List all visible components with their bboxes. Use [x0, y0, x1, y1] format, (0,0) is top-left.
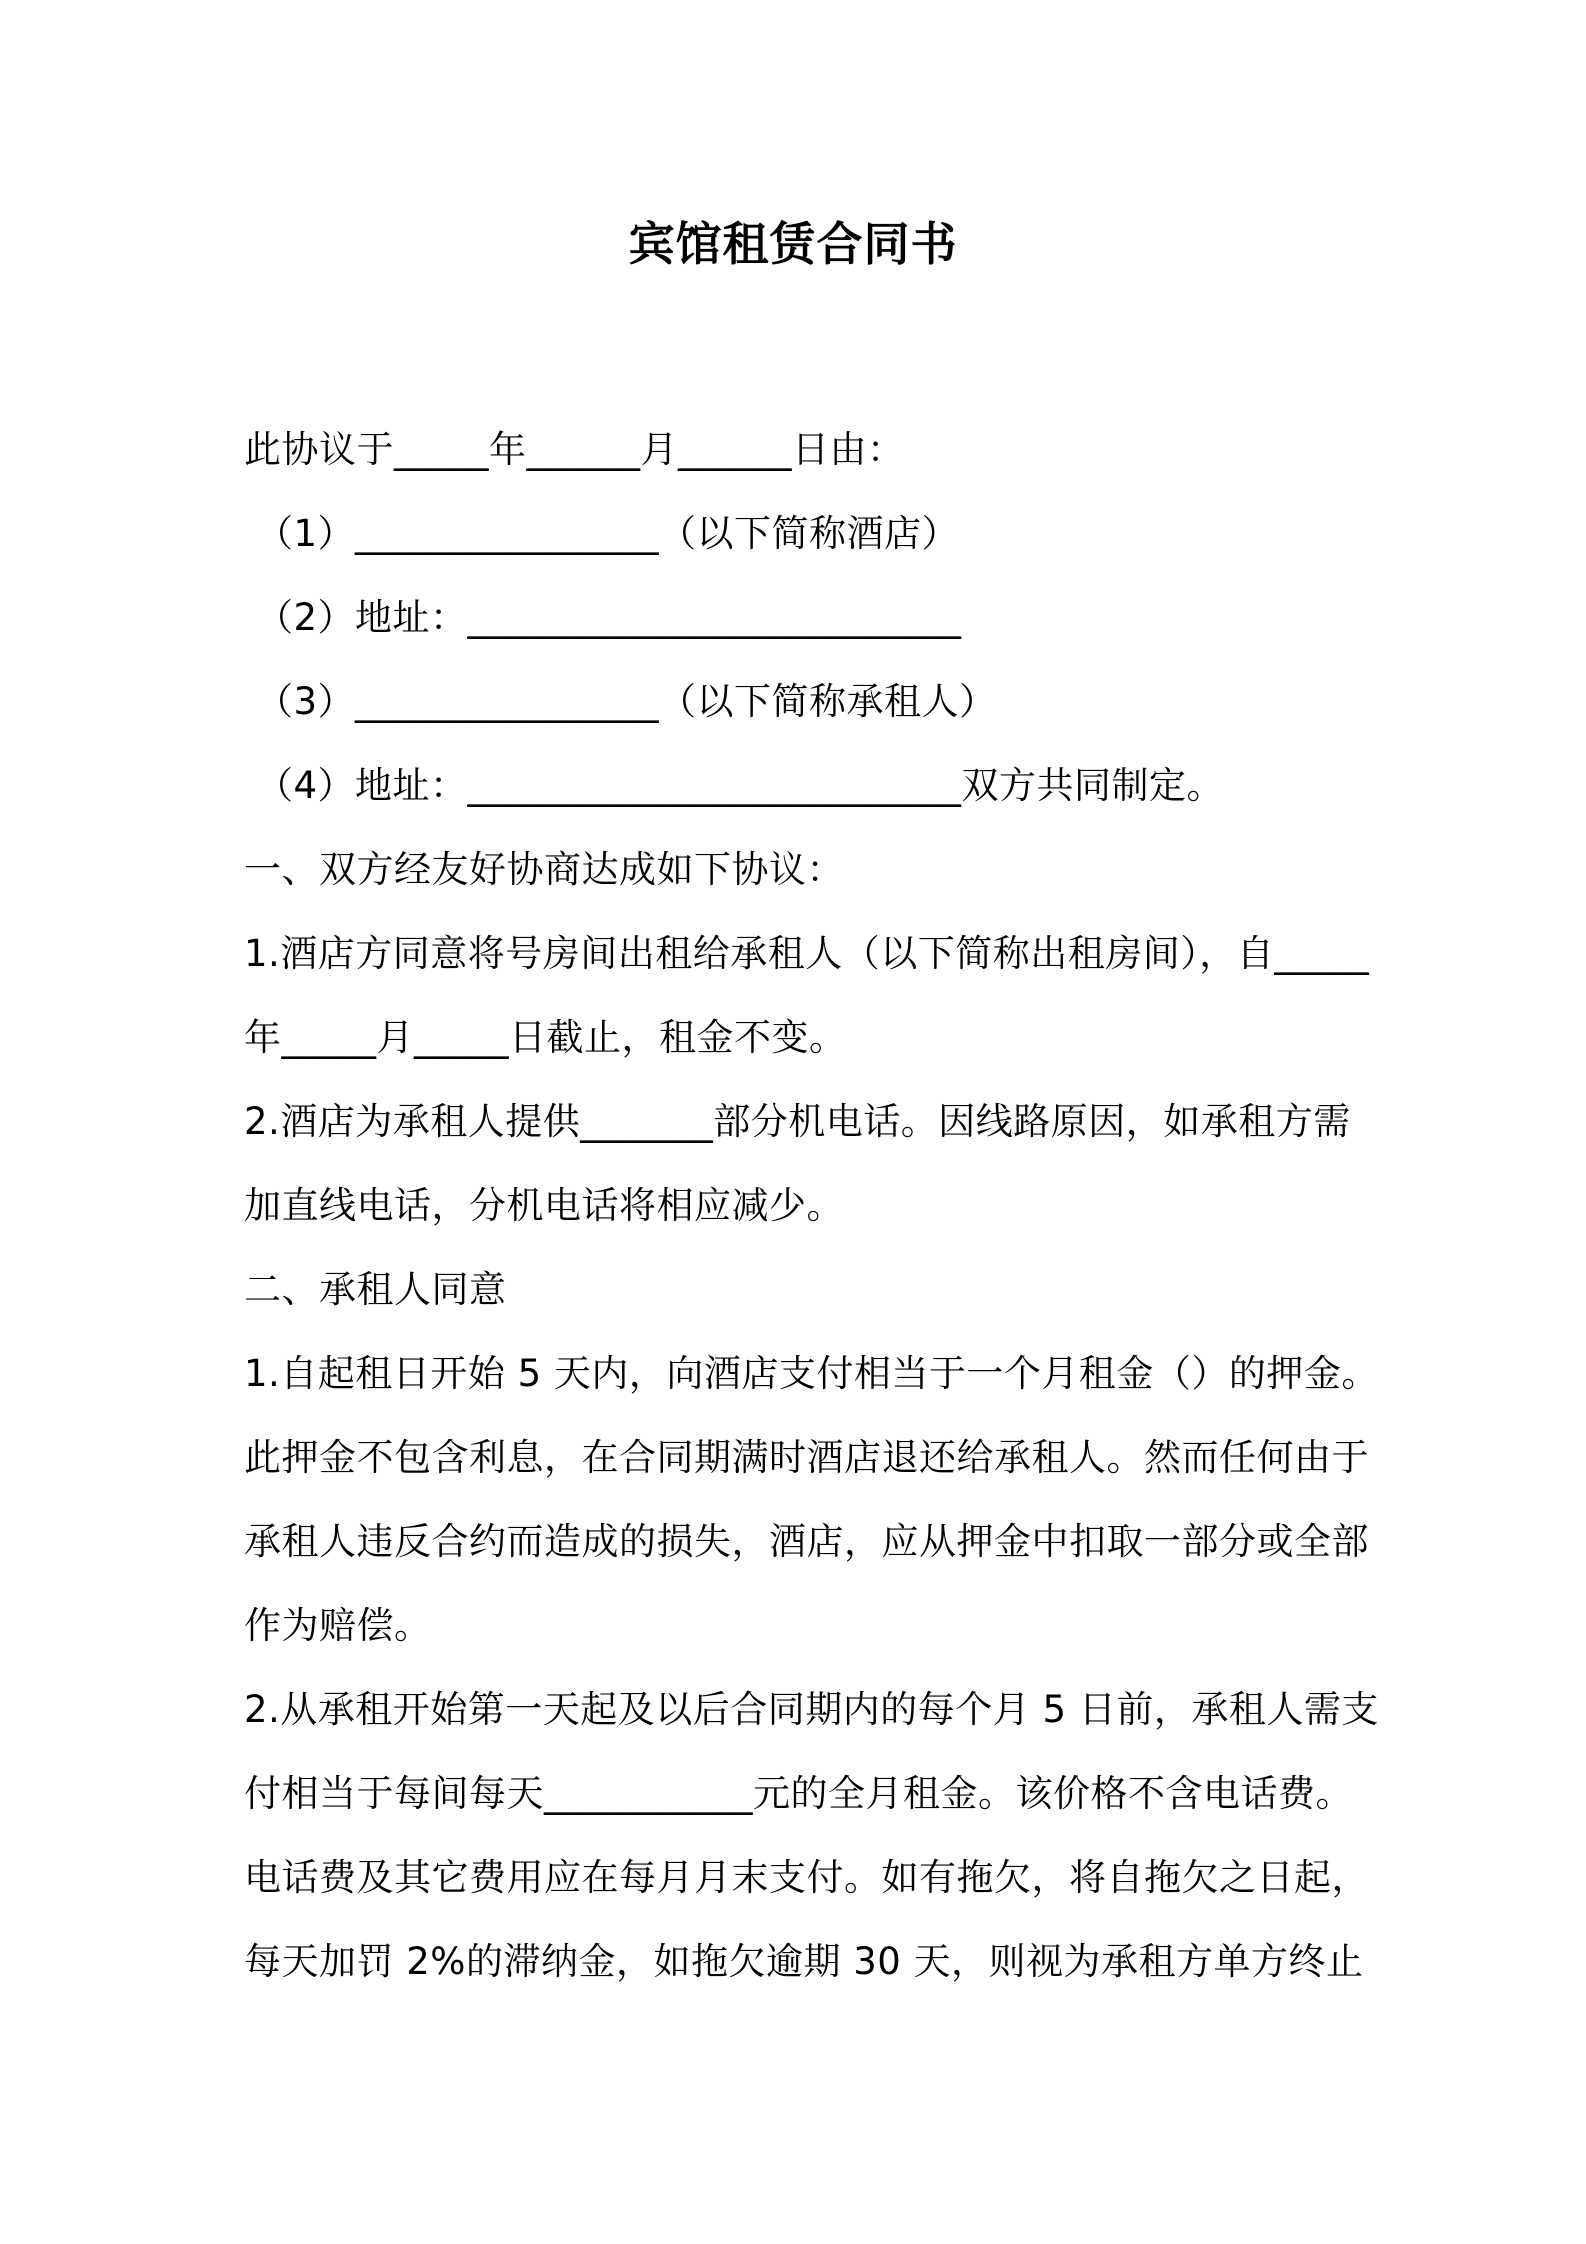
clause-line: 1.自起租日开始 5 天内，向酒店支付相当于一个月租金（）的押金。 [244, 1352, 1379, 1395]
text-line-tenant-address: （4）地址：__________________________双方共同制定。 [256, 764, 1225, 807]
text-line-hotel-address: （2）地址：__________________________ [256, 596, 962, 639]
clause-line: 作为赔偿。 [244, 1604, 432, 1647]
clause-line: 年_____月_____日截止，租金不变。 [244, 1016, 847, 1059]
clause-line: 1.酒店方同意将号房间出租给承租人（以下简称出租房间），自_____ [244, 932, 1370, 975]
document-title: 宾馆租赁合同书 [628, 217, 958, 271]
section-heading-1: 一、双方经友好协商达成如下协议： [244, 848, 844, 891]
clause-line: 承租人违反合约而造成的损失，酒店，应从押金中扣取一部分或全部 [244, 1520, 1369, 1563]
section-heading-2: 二、承租人同意 [244, 1268, 507, 1311]
clause-line: 付相当于每间每天___________元的全月租金。该价格不含电话费。 [244, 1772, 1353, 1815]
clause-line: 2.酒店为承租人提供_______部分机电话。因线路原因，如承租方需 [244, 1100, 1351, 1143]
text-line-party-tenant: （3）________________（以下简称承租人） [256, 680, 997, 723]
text-line-date: 此协议于_____年______月______日由： [244, 428, 905, 471]
clause-line: 电话费及其它费用应在每月月末支付。如有拖欠，将自拖欠之日起， [244, 1856, 1369, 1899]
clause-line: 2.从承租开始第一天起及以后合同期内的每个月 5 日前，承租人需支 [244, 1688, 1379, 1731]
clause-line: 每天加罚 2%的滞纳金，如拖欠逾期 30 天，则视为承租方单方终止 [244, 1940, 1364, 1983]
document-body [244, 408, 1379, 2004]
clause-line: 加直线电话，分机电话将相应减少。 [244, 1184, 844, 1227]
clause-line: 此押金不包含利息，在合同期满时酒店退还给承租人。然而任何由于 [244, 1436, 1369, 1479]
text-line-party-hotel: （1）________________（以下简称酒店） [256, 512, 960, 555]
